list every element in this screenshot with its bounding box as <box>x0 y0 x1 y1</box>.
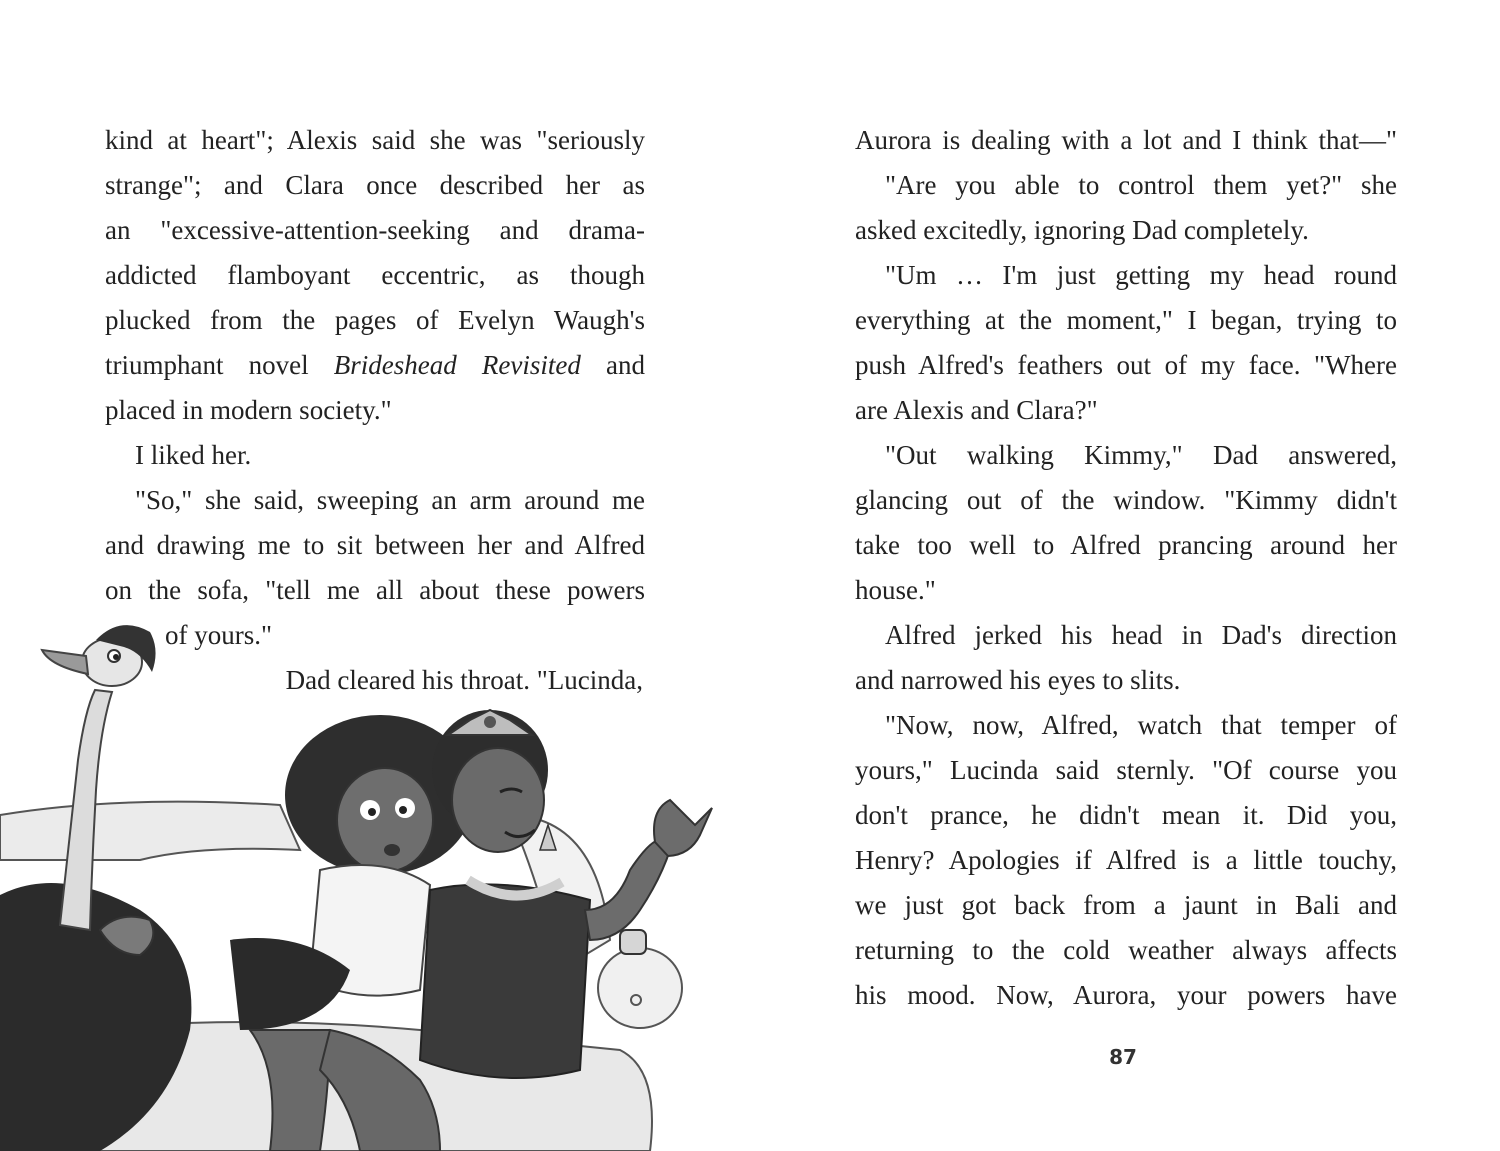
text-line: plucked from the pages of Evelyn Waugh's <box>105 305 645 335</box>
text-line: strange"; and Clara once described her as <box>105 170 645 200</box>
text-line: I liked her. <box>135 440 252 470</box>
text-line: Alfred jerked his head in Dad's direction <box>885 620 1397 650</box>
text-line: kind at heart"; Alexis said she was "seriously <box>105 125 645 155</box>
sofa-back <box>0 802 300 860</box>
text-line: don't prance, he didn't mean it. Did you, <box>855 800 1397 830</box>
text-line: Aurora is dealing with a lot and I think that—" <box>855 125 1397 155</box>
woman-face <box>452 748 544 852</box>
text-segment: and <box>580 350 646 380</box>
woman-dress <box>420 884 590 1078</box>
text-line: are Alexis and Clara?" <box>855 395 1098 425</box>
text-line: on the sofa, "tell me all about these powers <box>105 575 645 605</box>
text-line: glancing out of the window. "Kimmy didn't <box>855 485 1397 515</box>
text-line: returning to the cold weather always affects <box>855 935 1397 965</box>
text-line: take too well to Alfred prancing around her <box>855 530 1397 560</box>
text-line: "Are you able to control them yet?" she <box>885 170 1397 200</box>
text-line: placed in modern society." <box>105 395 392 425</box>
text-line: an "excessive-attention-seeking and drama- <box>105 215 645 245</box>
girl-face <box>337 768 433 872</box>
text-line: "So," she said, sweeping an arm around me <box>135 485 645 515</box>
woman-hand <box>654 800 712 856</box>
text-line: we just got back from a jaunt in Bali and <box>855 890 1397 920</box>
text-line: Henry? Apologies if Alfred is a little touchy, <box>855 845 1397 875</box>
book-title: Brideshead Revisited <box>333 350 581 380</box>
text-line: yours," Lucinda said sternly. "Of course you <box>855 755 1397 785</box>
text-line: addicted flamboyant eccentric, as though <box>105 260 645 290</box>
text-line: asked excitedly, ignoring Dad completely. <box>855 215 1309 245</box>
girl-mouth <box>384 844 400 856</box>
text-line: house." <box>855 575 936 605</box>
page-number: 87 <box>1109 1045 1137 1069</box>
text-line: and narrowed his eyes to slits. <box>855 665 1181 695</box>
text-line: his mood. Now, Aurora, your powers have <box>855 980 1397 1010</box>
bracelets <box>620 930 646 954</box>
text-line: push Alfred's feathers out of my face. "Where <box>855 350 1397 380</box>
text-line: "Now, now, Alfred, watch that temper of <box>885 710 1397 740</box>
text-line: everything at the moment," I began, trying to <box>855 305 1397 335</box>
text-line: "Out walking Kimmy," Dad answered, <box>885 440 1397 470</box>
ostrich-beak <box>42 650 88 674</box>
sofa-arm-roll <box>598 948 682 1028</box>
text-line: Dad cleared his throat. "Lucinda, <box>285 665 643 695</box>
illustration <box>0 610 720 1151</box>
text-line-with-italic-title <box>105 350 645 380</box>
text-line: of yours." <box>165 620 273 650</box>
text-line: and drawing me to sit between her and Alfred <box>105 530 645 560</box>
text-line: "Um … I'm just getting my head round <box>885 260 1397 290</box>
text-segment: triumphant novel <box>105 350 334 380</box>
